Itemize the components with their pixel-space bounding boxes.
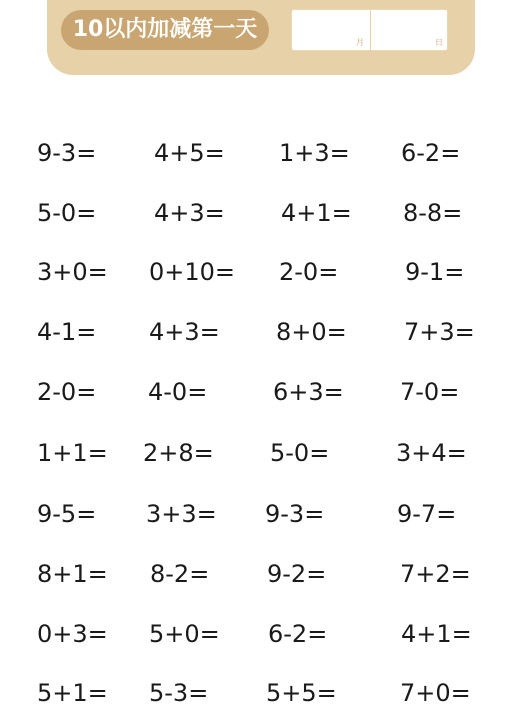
problem: 8+0= [276, 318, 347, 346]
problem: 6-2= [268, 620, 328, 648]
problem: 3+0= [37, 258, 108, 286]
problem: 9-7= [397, 500, 457, 528]
problem: 4-0= [148, 378, 208, 406]
worksheet-title: 10以内加减第一天 [61, 10, 269, 50]
problem: 7+3= [404, 318, 475, 346]
problem: 2-0= [279, 258, 339, 286]
problem: 7-0= [400, 378, 460, 406]
date-month-label: 月 [356, 38, 364, 47]
problem: 4+1= [401, 620, 472, 648]
problem: 9-1= [405, 258, 465, 286]
problem: 6-2= [401, 139, 461, 167]
problem: 5+0= [149, 620, 220, 648]
problem: 4-1= [37, 318, 97, 346]
problem: 1+1= [37, 439, 108, 467]
problem: 5-0= [270, 439, 330, 467]
date-day-label: 日 [435, 38, 443, 47]
problem: 9-3= [265, 500, 325, 528]
problem: 2+8= [143, 439, 214, 467]
problem: 4+1= [281, 199, 352, 227]
problem: 8-2= [150, 560, 210, 588]
problem: 4+5= [154, 139, 225, 167]
problem: 7+0= [400, 679, 471, 707]
problem: 0+10= [149, 258, 236, 286]
problem: 5+1= [37, 679, 108, 707]
problem: 9-5= [37, 500, 97, 528]
problem: 5-3= [149, 679, 209, 707]
problem: 4+3= [154, 199, 225, 227]
problem: 9-3= [37, 139, 97, 167]
problem: 5-0= [37, 199, 97, 227]
problem: 6+3= [273, 378, 344, 406]
problem: 8-8= [403, 199, 463, 227]
problem: 0+3= [37, 620, 108, 648]
problem: 5+5= [266, 679, 337, 707]
problem: 7+2= [400, 560, 471, 588]
problem: 8+1= [37, 560, 108, 588]
problem: 3+3= [146, 500, 217, 528]
problem: 4+3= [149, 318, 220, 346]
problem: 9-2= [267, 560, 327, 588]
problem: 3+4= [396, 439, 467, 467]
problem: 1+3= [279, 139, 350, 167]
problem: 2-0= [37, 378, 97, 406]
